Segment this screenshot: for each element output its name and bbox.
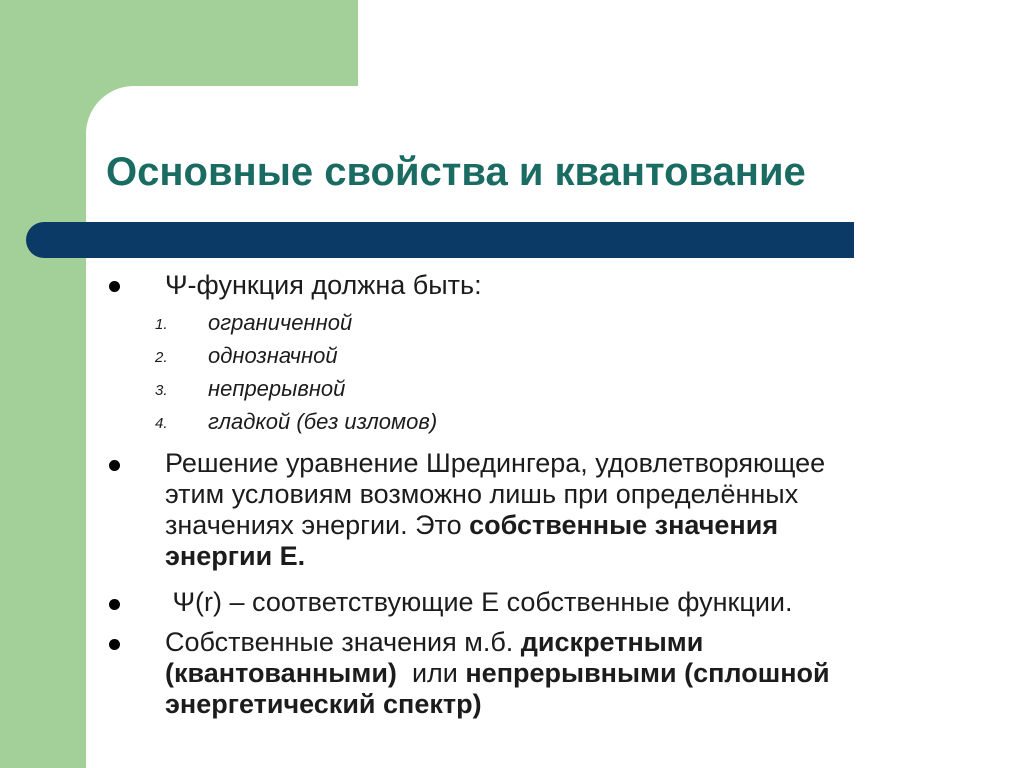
- list-number-3: 3.: [155, 382, 168, 399]
- title-underline-bar: [26, 222, 854, 258]
- bullet-dot-2: [109, 460, 120, 471]
- bullet-2-line-1: Решение уравнение Шредингера, удовлетворяющее: [165, 448, 826, 478]
- bullet-2-line-3-bold: собственные значения: [469, 510, 779, 540]
- bullet-2-line-2: этим условиям возможно лишь при определённых: [165, 479, 799, 509]
- bullet-dot-4: [109, 639, 120, 650]
- bullet-2-line-3: [165, 510, 778, 541]
- list-number-2: 2.: [155, 349, 168, 366]
- list-number-1: 1.: [155, 316, 168, 333]
- bullet-4-line-2-bold-a: (квантованными): [165, 658, 397, 688]
- list-number-4: 4.: [155, 415, 168, 432]
- bullet-4-line-2-plain: или: [396, 658, 466, 688]
- bullet-4-line-3: [165, 689, 482, 720]
- bullet-2-line-4-bold: энергии Е.: [165, 541, 306, 571]
- bullet-1-text: Ψ-функция должна быть:: [165, 270, 482, 300]
- bullet-2-line-4: [165, 541, 305, 572]
- bullet-4-line-2: [165, 658, 830, 689]
- bullet-4-line-1-plain: Собственные значения м.б.: [165, 627, 521, 657]
- bullet-2-line-3-plain: значениях энергии. Это: [165, 510, 470, 540]
- list-item-3: непрерывной: [208, 376, 346, 401]
- bullet-4-line-1: [165, 627, 703, 658]
- list-item-1: ограниченной: [208, 310, 353, 335]
- list-item-2: однозначной: [208, 343, 338, 368]
- bullet-4-line-3-bold: энергетический спектр): [165, 689, 482, 719]
- list-item-4: гладкой (без изломов): [208, 409, 438, 434]
- bullet-3-text: Ψ(r) – соответствующие Е собственные функции.: [165, 587, 793, 617]
- bullet-dot-1: [109, 281, 120, 292]
- slide-title: Основные свойства и квантование: [106, 150, 806, 194]
- bullet-4-line-2-bold-b: непрерывными (сплошной: [465, 658, 830, 688]
- bullet-dot-3: [109, 599, 120, 610]
- bullet-4-line-1-bold: дискретными: [520, 627, 704, 657]
